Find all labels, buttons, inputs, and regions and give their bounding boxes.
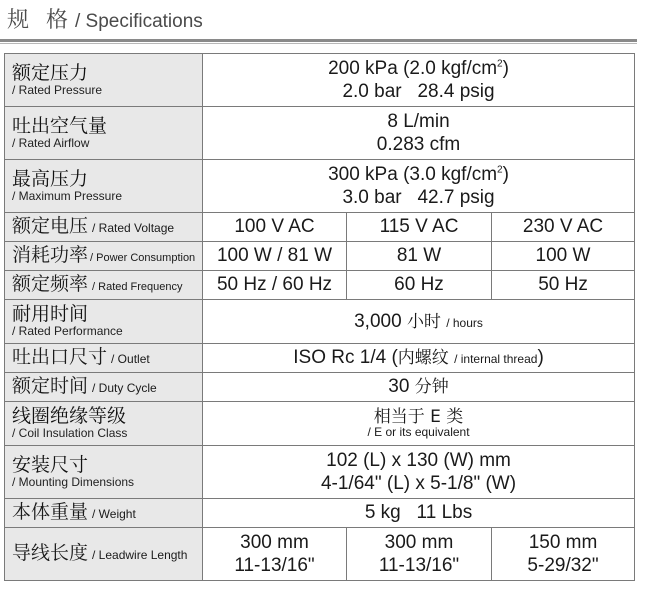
label-rated-performance: 耐用时间 / Rated Performance [5, 300, 203, 344]
value-frequency-1: 50 Hz / 60 Hz [203, 271, 347, 300]
value-max-pressure: 300 kPa (3.0 kgf/$cm^2$) 3.0 bar 42.7 psig [203, 160, 635, 213]
row-rated-voltage [5, 213, 635, 242]
value-weight: 5 kg 11 Lbs [203, 499, 635, 528]
row-power-consumption [5, 242, 635, 271]
value-power-2: 81 W [347, 242, 492, 271]
header-rule [0, 39, 637, 42]
value-outlet: ISO Rc 1/4 (内螺纹 / internal thread) [203, 344, 635, 373]
value-power-1: 100 W / 81 W [203, 242, 347, 271]
row-leadwire [5, 528, 635, 581]
label-duty-cycle: 额定时间 / Duty Cycle [5, 373, 203, 402]
value-frequency-3: 50 Hz [492, 271, 635, 300]
label-rated-airflow: 吐出空气量 / Rated Airflow [5, 107, 203, 160]
row-rated-performance [5, 300, 635, 344]
label-rated-frequency: 额定频率 / Rated Frequency [5, 271, 203, 300]
row-coil-insulation [5, 402, 635, 446]
value-voltage-3: 230 V AC [492, 213, 635, 242]
label-leadwire: 导线长度 / Leadwire Length [5, 528, 203, 581]
value-coil-insulation: 相当于 E 类 / E or its equivalent [203, 402, 635, 446]
title-zh: 规 格 [7, 8, 73, 33]
value-leadwire-1: 300 mm 11-13/16" [203, 528, 347, 581]
label-weight: 本体重量 / Weight [5, 499, 203, 528]
row-weight [5, 499, 635, 528]
spec-table [4, 53, 635, 581]
value-rated-pressure: 200 kPa (2.0 kgf/$cm^2$) 2.0 bar 28.4 psig [203, 54, 635, 107]
value-duty-cycle: 30 分钟 [203, 373, 635, 402]
value-frequency-2: 60 Hz [347, 271, 492, 300]
header-rule-thin [0, 43, 637, 44]
value-mounting: 102 (L) x 130 (W) mm 4-1/64" (L) x 5-1/8" (W) [203, 446, 635, 499]
row-rated-pressure [5, 54, 635, 107]
value-voltage-1: 100 V AC [203, 213, 347, 242]
label-coil-insulation: 线圈绝缘等级 / Coil Insulation Class [5, 402, 203, 446]
label-mounting: 安装尺寸 / Mounting Dimensions [5, 446, 203, 499]
row-rated-airflow [5, 107, 635, 160]
row-outlet [5, 344, 635, 373]
row-max-pressure [5, 160, 635, 213]
label-power-consumption: 消耗功率 / Power Consumption [5, 242, 203, 271]
row-duty-cycle [5, 373, 635, 402]
label-rated-voltage: 额定电压 / Rated Voltage [5, 213, 203, 242]
value-power-3: 100 W [492, 242, 635, 271]
value-leadwire-3: 150 mm 5-29/32" [492, 528, 635, 581]
value-leadwire-2: 300 mm 11-13/16" [347, 528, 492, 581]
value-rated-airflow: 8 L/min 0.283 cfm [203, 107, 635, 160]
row-mounting [5, 446, 635, 499]
value-voltage-2: 115 V AC [347, 213, 492, 242]
label-outlet: 吐出口尺寸 / Outlet [5, 344, 203, 373]
label-rated-pressure: 额定压力 / Rated Pressure [5, 54, 203, 107]
spec-header [7, 3, 203, 37]
row-rated-frequency [5, 271, 635, 300]
title-en: / Specifications [75, 11, 203, 32]
value-rated-performance: 3,000 小时 / hours [203, 300, 635, 344]
label-max-pressure: 最高压力 / Maximum Pressure [5, 160, 203, 213]
